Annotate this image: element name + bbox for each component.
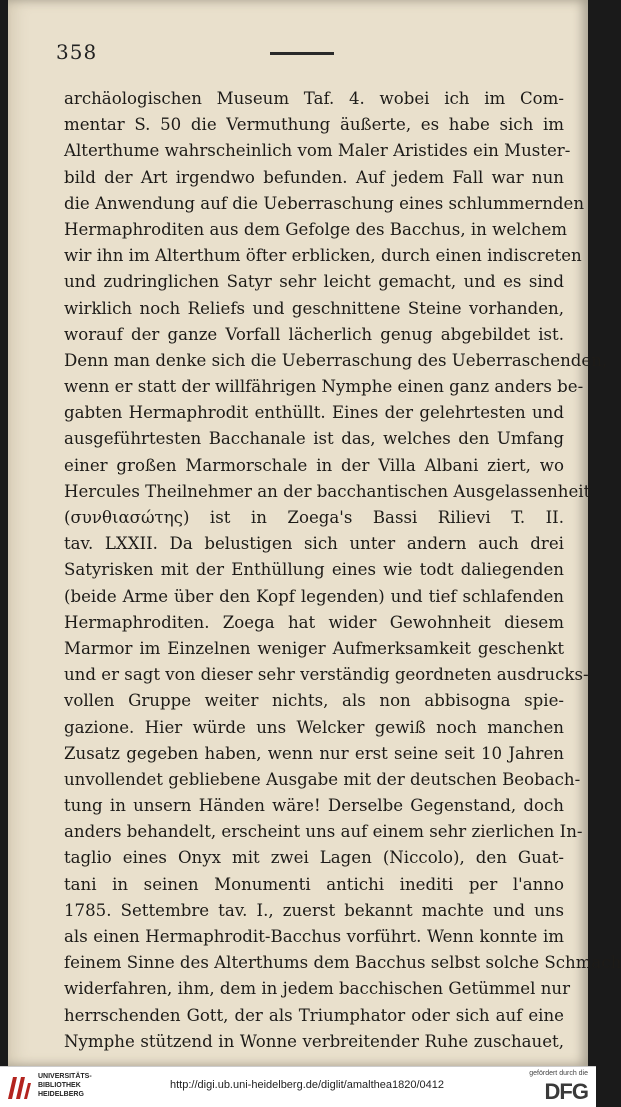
text-line: (beide Arme über den Kopf legenden) und tief schlafenden	[64, 586, 564, 606]
university-library-logo-icon	[4, 1071, 34, 1103]
text-line: widerfahren, ihm, dem in jedem bacchischen Getümmel nur	[64, 979, 570, 999]
text-line: unvollendet gebliebene Ausgabe mit der deutschen Beobach-	[64, 769, 581, 789]
text-line: Satyrisken mit der Enthüllung eines wie todt daliegenden	[64, 560, 564, 580]
text-line: einer großen Marmorschale in der Villa Albani ziert, wo	[64, 455, 564, 475]
text-line: archäologischen Museum Taf. 4. wobei ich im Com-	[64, 89, 564, 108]
text-line: taglio eines Onyx mit zwei Lagen (Niccolo), den Guat-	[64, 848, 564, 868]
text-line: Hercules Theilnehmer an der bacchantischen Ausgelassenheit	[64, 481, 591, 501]
text-line: Marmor im Einzelnen weniger Aufmerksamkeit geschenkt	[64, 638, 564, 658]
text-line: mentar S. 50 die Vermuthung äußerte, es habe sich im	[64, 115, 564, 135]
page-number: 358	[56, 40, 98, 64]
text-line: die Anwendung auf die Ueberraschung eines schlummernden	[64, 193, 585, 213]
text-line: tav. LXXII. Da belustigen sich unter andern auch drei	[64, 534, 564, 554]
text-line: wenn er statt der willfährigen Nymphe einen ganz anders be-	[64, 377, 584, 397]
text-line: und zudringlichen Satyr sehr leicht gemacht, und es sind	[64, 272, 564, 292]
text-line: anders behandelt, erscheint uns auf einem sehr zierlichen In-	[64, 822, 583, 842]
text-line: gazione. Hier würde uns Welcker gewiß noch manchen	[64, 717, 564, 737]
text-line: Zusatz gegeben haben, wenn nur erst seine seit 10 Jahren	[64, 743, 564, 763]
library-name-line1: UNIVERSITÄTS-	[38, 1073, 92, 1080]
dfg-logo: DFG	[544, 1079, 588, 1104]
text-line: Hermaphroditen aus dem Gefolge des Bacchus, in welchem	[64, 219, 567, 239]
book-page	[8, 0, 621, 1066]
text-line: Nymphe stützend in Wonne verbreitender Ruhe zuschauet,	[64, 1031, 564, 1051]
text-line: feinem Sinne des Alterthums dem Bacchus selbst solche Schmach	[64, 953, 621, 973]
text-line: herrschenden Gott, der als Triumphator oder sich auf eine	[64, 1005, 564, 1025]
text-line: als einen Hermaphrodit-Bacchus vorführt. Wenn konnte im	[64, 927, 564, 946]
text-line: und er sagt von dieser sehr verständig geordneten ausdrucks-	[64, 665, 589, 685]
text-line: worauf der ganze Vorfall lächerlich genug abgebildet ist.	[64, 324, 564, 344]
text-line: 1785. Settembre tav. I., zuerst bekannt machte und uns	[64, 900, 564, 920]
text-line: tani in seinen Monumenti antichi inediti per l'anno	[64, 874, 564, 894]
header-rule	[270, 52, 334, 55]
text-line: wirklich noch Reliefs und geschnittene Steine vorhanden,	[64, 298, 564, 318]
text-line: tung in unsern Händen wäre! Derselbe Gegenstand, doch	[64, 796, 564, 816]
text-line: vollen Gruppe weiter nichts, als non abbisogna spie-	[64, 691, 564, 711]
text-line: Denn man denke sich die Ueberraschung des Ueberraschenden,	[64, 350, 608, 370]
text-line: Alterthume wahrscheinlich vom Maler Aristides ein Muster-	[64, 141, 571, 161]
permalink-url[interactable]: http://digi.ub.uni-heidelberg.de/diglit/amalthea1820/0412	[170, 1079, 444, 1091]
library-name-line3: HEIDELBERG	[38, 1091, 84, 1098]
library-name	[38, 1072, 92, 1099]
footer-bar	[0, 1066, 596, 1107]
text-line: Hermaphroditen. Zoega hat wider Gewohnheit diesem	[64, 612, 564, 632]
body-text	[64, 86, 621, 1055]
text-line: ausgeführtesten Bacchanale ist das, welches den Umfang	[64, 429, 564, 449]
text-line: gabten Hermaphrodit enthüllt. Eines der gelehrtesten und	[64, 403, 564, 423]
text-line: bild der Art irgendwo befunden. Auf jedem Fall war nun	[64, 167, 564, 187]
funded-by-label: gefördert durch die	[529, 1070, 588, 1077]
library-name-line2: BIBLIOTHEK	[38, 1082, 81, 1089]
text-line: (συνθιασώτης) ist in Zoega's Bassi Rilievi T. II.	[64, 508, 564, 527]
text-line: wir ihn im Alterthum öfter erblicken, durch einen indiscreten	[64, 246, 582, 266]
